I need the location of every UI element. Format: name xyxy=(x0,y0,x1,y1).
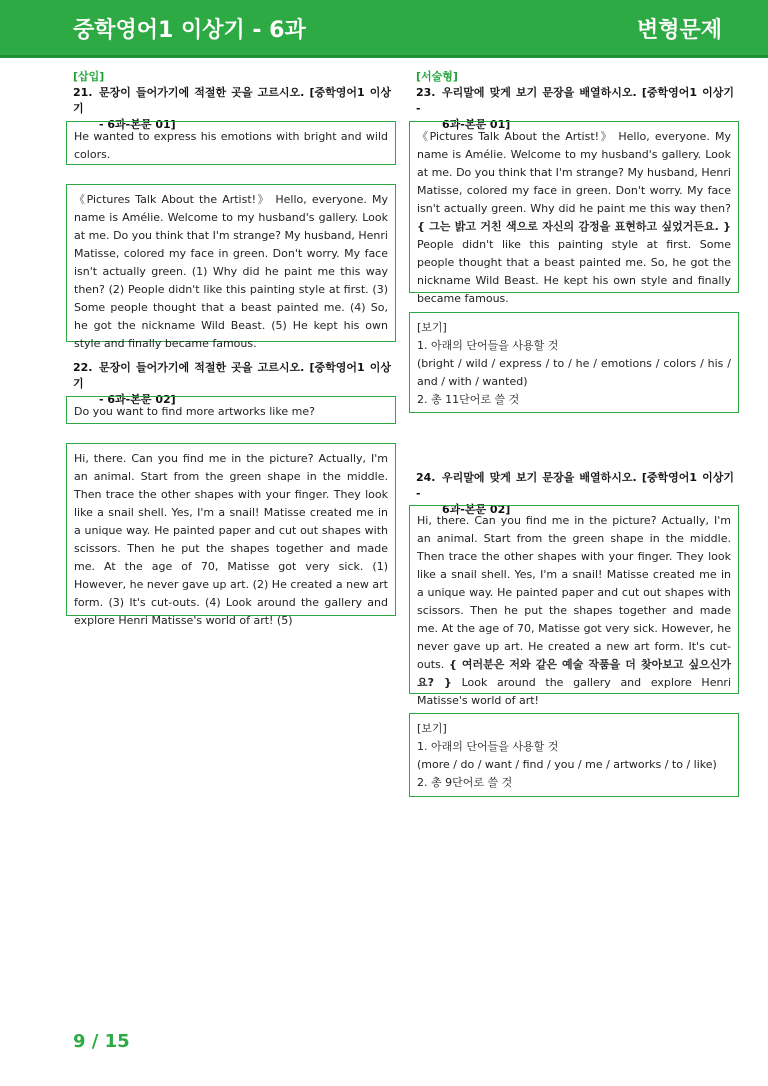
question-source: 6과-본문 02] xyxy=(442,503,511,516)
question-text: 우리말에 맞게 보기 문장을 배열하시오. [중학영어1 이상기 - xyxy=(416,471,734,500)
question-number: 22. xyxy=(73,361,93,374)
page-number: 9 / 15 xyxy=(73,1031,130,1052)
question-text: 문장이 들어가기에 적절한 곳을 고르시오. [중학영어1 이상기 xyxy=(73,86,391,115)
passage-text xyxy=(417,128,731,308)
passage-after: Look around the gallery and explore Henri Matisse's world of art! xyxy=(417,676,732,707)
bogi-rule-2: 2. 총 11단어로 쓸 것 xyxy=(417,393,520,406)
bogi-rule-1: 1. 아래의 단어들을 사용할 것 xyxy=(417,740,559,753)
passage-text: 《Pictures Talk About the Artist!》 Hello, everyone. My name is Amélie. Welcome to my husband's gallery. Look at me. Do you think that I'm strange? My husband, Henri Matisse, colored my face in green. Don't worry. My face isn't actually green. (1) Why did he paint me this way then? (2) People didn't like this painting style at first. (3) Some people thought that a beast painted me. (4) So, he got the nickname Wild Beast. (5) He kept his own style and finally became famous. xyxy=(74,193,388,350)
korean-prompt: { 그는 밝고 거친 색으로 자신의 감정을 표현하고 싶었거든요. } xyxy=(417,220,731,233)
bogi-word-list: (more / do / want / find / you / me / artworks / to / like) xyxy=(417,758,717,771)
section-tag-essay: [서술형] xyxy=(416,70,458,83)
question-number: 23. xyxy=(416,86,436,99)
q21-passage-box xyxy=(66,184,396,350)
question-number: 21. xyxy=(73,86,93,99)
q22-passage-box xyxy=(66,443,396,627)
passage-before: Hi, there. Can you find me in the picture? Actually, I'm an animal. Start from the green shape in the middle. Then trace the other shapes with your finger. They look like a snail shell. Yes, I'm a snail! Matisse created me in a unique way. He painted paper and cut out shapes with scissors. Then he put the shapes together and made me. At the age of 70, Matisse got very sick. However, he never gave up art. He created a new art form. It's cut-outs. xyxy=(417,514,731,671)
section-tag-insert: [삽입] xyxy=(73,70,105,83)
given-sentence: Do you want to find more artworks like me? xyxy=(74,405,315,418)
bogi-rule-2: 2. 총 9단어로 쓸 것 xyxy=(417,776,513,789)
bogi-title: [보기] xyxy=(417,722,447,735)
bogi-title: [보기] xyxy=(417,321,447,334)
q24-bogi-box xyxy=(409,713,739,797)
passage-before: 《Pictures Talk About the Artist!》 Hello, everyone. My name is Amélie. Welcome to my husband's gallery. Look at me. Do you think that I'm strange? My husband, Henri Matisse, colored my face in green. Don't worry. My face isn't actually green. Why did he paint me this way then? xyxy=(417,130,731,215)
question-number: 24. xyxy=(416,471,436,484)
korean-prompt: { 여러분은 저와 같은 예술 작품을 더 찾아보고 싶으신가요? } xyxy=(417,658,732,689)
passage-text: Hi, there. Can you find me in the picture? Actually, I'm an animal. Start from the green shape in the middle. Then trace the other shapes with your finger. They look like a snail shell. Yes, I'm a snail! Matisse created me in a unique way. He painted paper and cut out shapes with scissors. Then he put the shapes together and made me. At the age of 70, Matisse got very sick. (1) However, he never gave up art. (2) He created a new art form. (3) It's cut-outs. (4) Look around the gallery and explore Henri Matisse's world of art! (5) xyxy=(74,452,388,627)
q23-passage-box xyxy=(409,121,739,305)
passage-text xyxy=(417,512,731,710)
q21-given-sentence-box xyxy=(66,121,396,165)
question-text: 문장이 들어가기에 적절한 곳을 고르시오. [중학영어1 이상기 xyxy=(73,361,391,390)
bogi-rule-1: 1. 아래의 단어들을 사용할 것 xyxy=(417,339,559,352)
q23-bogi-box xyxy=(409,312,739,413)
header-title: 중학영어1 이상기 - 6과 xyxy=(73,18,306,43)
q22-given-sentence-box xyxy=(66,396,396,424)
page-header xyxy=(0,0,768,58)
question-source: - 6과-본문 01] xyxy=(99,118,176,131)
header-category: 변형문제 xyxy=(636,18,722,43)
question-source: - 6과-본문 02] xyxy=(99,393,176,406)
given-sentence: He wanted to express his emotions with bright and wild colors. xyxy=(74,130,388,161)
question-source: 6과-본문 01] xyxy=(442,118,511,131)
bogi-word-list: (bright / wild / express / to / he / emotions / colors / his / and / with / wanted) xyxy=(417,357,731,388)
question-text: 우리말에 맞게 보기 문장을 배열하시오. [중학영어1 이상기 - xyxy=(416,86,734,115)
q24-passage-box xyxy=(409,505,739,707)
passage-after: People didn't like this painting style at first. Some people thought that a beast painted me. So, he got the nickname Wild Beast. He kept his own style and finally became famous. xyxy=(417,238,731,305)
